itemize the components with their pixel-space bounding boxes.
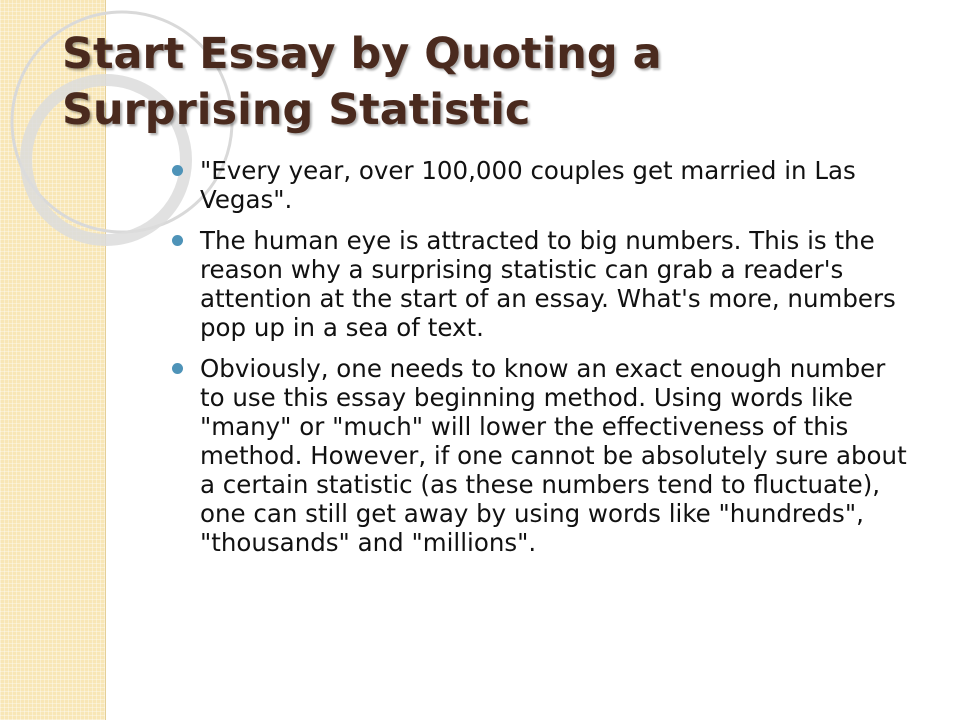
slide-title: [62, 26, 922, 138]
bullet-text: Obviously, one needs to know an exact enough number to use this essay beginning method. Using words like "many" or "much" will lower the effectiveness of this method. However, if one cannot be absolutely sure about a certain statistic (as these numbers tend to fluctuate), one can still get away by using words like "hundreds", "thousands" and "millions".: [200, 354, 907, 557]
bullet-item: [172, 156, 912, 214]
bullet-marker-icon: [172, 165, 183, 176]
bullet-item: [172, 354, 912, 557]
bullet-marker-icon: [172, 235, 183, 246]
slide-title-line-2: Surprising Statistic: [62, 85, 531, 135]
bullet-list: [172, 156, 912, 569]
bullet-marker-icon: [172, 363, 183, 374]
bullet-text: The human eye is attracted to big numbers. This is the reason why a surprising statistic can grab a reader's attention at the start of an essay. What's more, numbers pop up in a sea of text.: [200, 226, 896, 342]
bullet-item: [172, 226, 912, 342]
slide-title-line-1: Start Essay by Quoting a: [62, 29, 662, 79]
bullet-text: "Every year, over 100,000 couples get married in Las Vegas".: [200, 156, 856, 214]
